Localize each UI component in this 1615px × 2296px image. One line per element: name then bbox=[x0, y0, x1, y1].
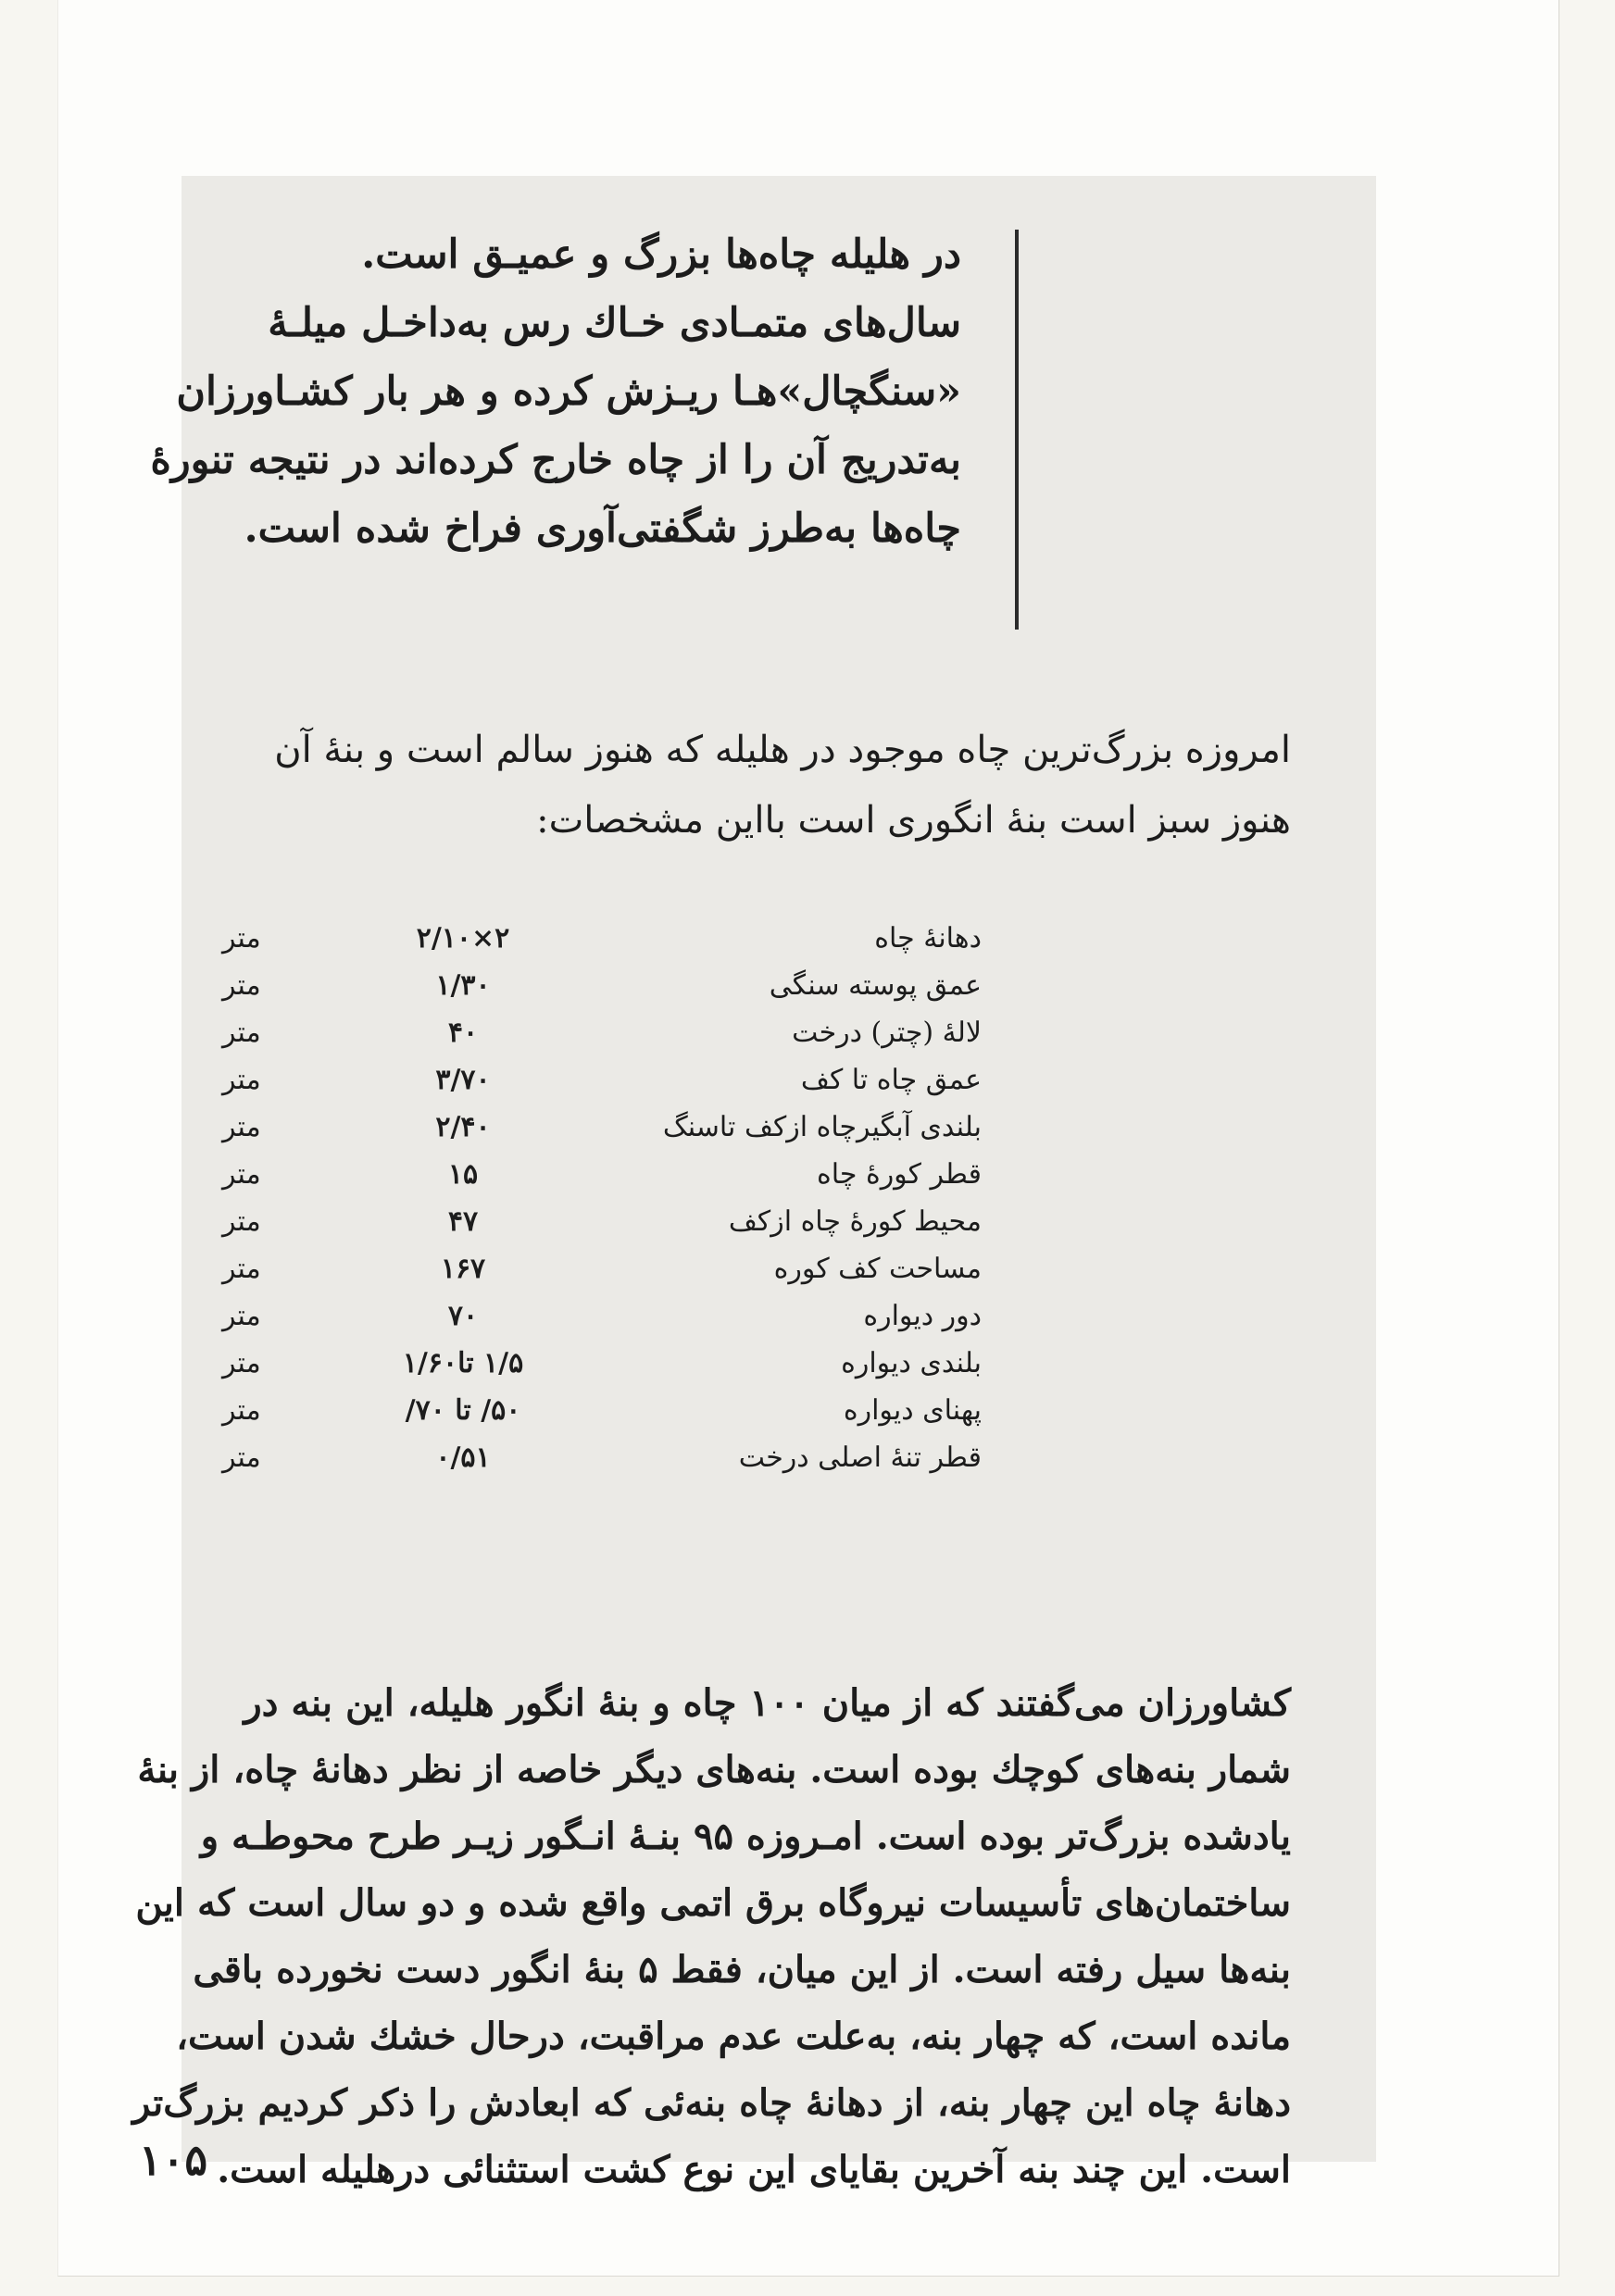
spec-value: ۴۷ bbox=[447, 1205, 479, 1238]
spec-label: پهنای دیواره bbox=[843, 1394, 982, 1427]
spec-label: قطر تنهٔ اصلی درخت bbox=[738, 1441, 982, 1474]
spec-row bbox=[222, 1198, 982, 1245]
spec-unit: متر bbox=[222, 1158, 261, 1191]
note-line: سال‌های متمـادی خـاك رس به‌داخـل میلـهٔ bbox=[268, 300, 961, 346]
side-note bbox=[150, 220, 961, 563]
spec-unit: متر bbox=[222, 1111, 261, 1143]
note-line: «سنگچال»هـا ریـزش کرده و هر بار کشـاورزان bbox=[176, 368, 961, 415]
spec-value: ۲/۴۰ bbox=[435, 1111, 491, 1143]
spec-row bbox=[222, 1245, 982, 1292]
body-line: دهانهٔ چاه این چهار بنه، از دهانهٔ چاه بنه‌ئی که ابعادش را ذکر کردیم بزرگ‌تر bbox=[132, 2081, 1291, 2125]
spec-row bbox=[222, 962, 982, 1009]
specs-table bbox=[222, 915, 982, 1481]
note-line: به‌تدریج آن را از چاه خارج کرده‌اند در نتیجه تنورهٔ bbox=[150, 437, 961, 483]
note-line: در هلیله چاه‌ها بزرگ و عمیـق است. bbox=[361, 231, 961, 278]
body-line: بنه‌ها سیل رفته است. از این میان، فقط ۵ بنهٔ انگور دست نخورده باقی bbox=[193, 1948, 1291, 1991]
body-line: شمار بنه‌های کوچك بوده است. بنه‌های دیگر خاصه از نظر دهانهٔ چاه، از بنهٔ bbox=[137, 1748, 1291, 1791]
spec-value: ۱۵ bbox=[447, 1158, 479, 1191]
spec-value: ۵۰/ تا ۷۰/ bbox=[405, 1394, 521, 1427]
spec-unit: متر bbox=[222, 1394, 261, 1427]
spec-unit: متر bbox=[222, 1205, 261, 1238]
spec-unit: متر bbox=[222, 1017, 261, 1049]
intro-paragraph bbox=[252, 715, 1291, 855]
spec-row bbox=[222, 1340, 982, 1387]
spec-unit: متر bbox=[222, 1253, 261, 1285]
spec-label: دهانهٔ چاه bbox=[874, 922, 982, 955]
spec-value: ۷۰ bbox=[447, 1300, 479, 1332]
spec-value: ۱/۳۰ bbox=[435, 969, 491, 1002]
body-line: است. این چند بنه آخرین بقایای این نوع کشت استثنائی درهلیله است. bbox=[217, 2148, 1291, 2191]
body-line: مانده است، که چهار بنه، به‌علت عدم مراقبت، درحال خشك شدن است، bbox=[176, 2015, 1291, 2058]
spec-label: محیط کورهٔ چاه ازکف bbox=[728, 1205, 982, 1238]
spec-value: ۴۰ bbox=[447, 1017, 479, 1049]
spec-row bbox=[222, 915, 982, 962]
spec-unit: متر bbox=[222, 1347, 261, 1379]
spec-label: بلندی دیواره bbox=[841, 1347, 982, 1379]
spec-label: قطر کورهٔ چاه bbox=[817, 1158, 982, 1191]
spec-unit: متر bbox=[222, 1300, 261, 1332]
spec-value: ۲×۲/۱۰ bbox=[416, 922, 510, 955]
spec-row bbox=[222, 1056, 982, 1104]
intro-line: امروزه بزرگ‌ترین چاه موجود در هلیله که هنوز سالم است و بنهٔ آن bbox=[274, 729, 1291, 771]
body-line: یادشده بزرگ‌تر بوده است. امـروزه ۹۵ بنـهٔ انـگور زیـر طرح محوطـه و bbox=[200, 1815, 1291, 1858]
spec-value: ۳/۷۰ bbox=[435, 1064, 491, 1096]
spec-row bbox=[222, 1151, 982, 1198]
spec-value: ۱/۵ تا۱/۶۰ bbox=[402, 1347, 524, 1379]
spec-row bbox=[222, 1434, 982, 1481]
spec-unit: متر bbox=[222, 1441, 261, 1474]
spec-label: عمق پوسته سنگی bbox=[769, 969, 982, 1002]
spec-row bbox=[222, 1009, 982, 1056]
spec-unit: متر bbox=[222, 922, 261, 955]
body-line: ساختمان‌های تأسیسات نیروگاه برق اتمی واقع شده و دو سال است که این bbox=[135, 1881, 1291, 1925]
spec-unit: متر bbox=[222, 1064, 261, 1096]
spec-label: بلندی آبگیرچاه ازکف تاسنگ bbox=[662, 1111, 982, 1143]
page-number: ۱۰۵ bbox=[139, 2135, 208, 2185]
spec-row bbox=[222, 1387, 982, 1434]
body-line: کشاورزان می‌گفتند که از میان ۱۰۰ چاه و بنهٔ انگور هلیله، این بنه در bbox=[244, 1681, 1291, 1725]
spec-value: ۰/۵۱ bbox=[435, 1441, 491, 1474]
spec-row bbox=[222, 1104, 982, 1151]
spec-label: عمق چاه تا کف bbox=[800, 1064, 982, 1096]
spec-value: ۱۶۷ bbox=[440, 1253, 486, 1285]
spec-label: دور دیواره bbox=[863, 1300, 982, 1332]
note-line: چاه‌ها به‌طرز شگفتی‌آوری فراخ شده است. bbox=[244, 505, 961, 552]
spec-unit: متر bbox=[222, 969, 261, 1002]
note-divider bbox=[1015, 230, 1019, 630]
spec-label: لالهٔ (چتر) درخت bbox=[792, 1017, 982, 1049]
spec-label: مساحت کف کوره bbox=[773, 1253, 982, 1285]
intro-line: هنوز سبز است بنهٔ انگوری است بااین مشخصات: bbox=[536, 799, 1291, 842]
spec-row bbox=[222, 1292, 982, 1340]
